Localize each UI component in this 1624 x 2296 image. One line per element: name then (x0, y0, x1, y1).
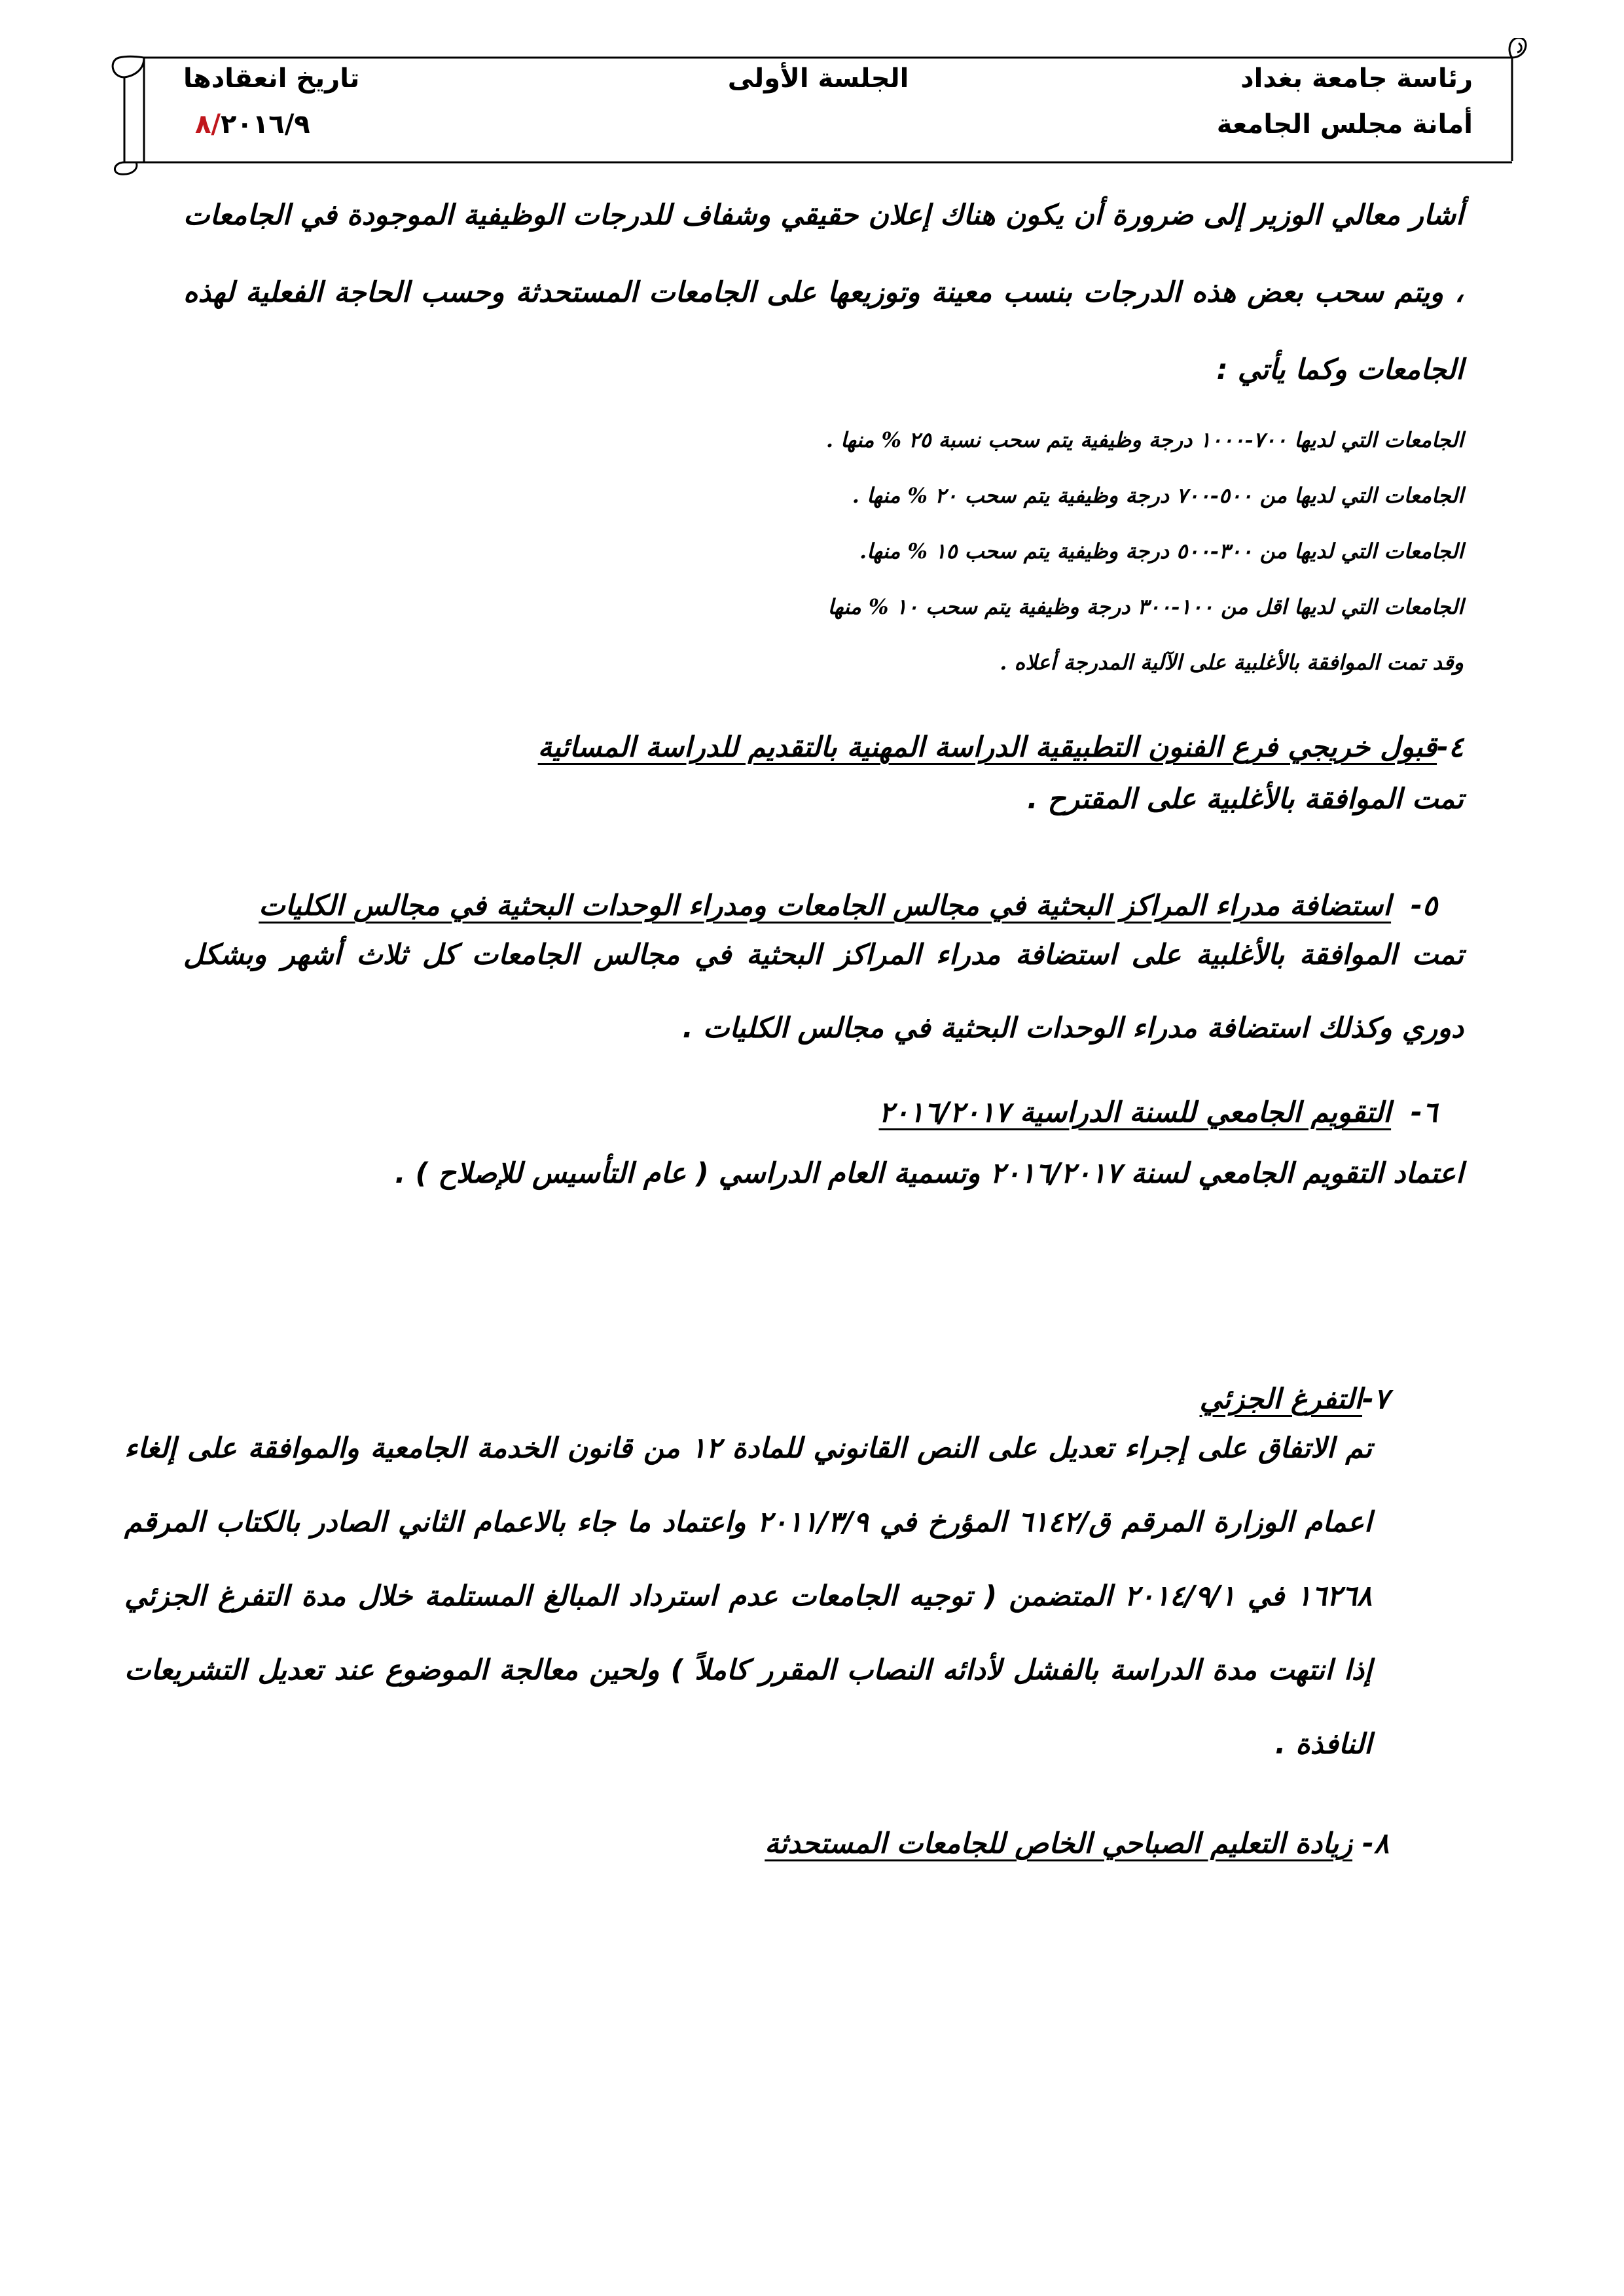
section-title: التفرغ الجزئي (1199, 1383, 1363, 1416)
list-item: الجامعات التي لديها ٧٠٠-١٠٠٠ درجة وظيفية يتم سحب نسبة ٢٥ % منها . (825, 427, 1464, 452)
section-body: تمت الموافقة بالأغلبية على المقترح . (1027, 783, 1464, 816)
list-item: وقد تمت الموافقة بالأغلبية على الآلية المدرجة أعلاه . (1000, 650, 1464, 675)
section-heading (183, 1383, 1389, 1416)
document-header (105, 38, 1532, 175)
section-6 (183, 1096, 1464, 1193)
section-title: التقويم الجامعي للسنة الدراسية ٢٠١٦/٢٠١٧ (878, 1096, 1392, 1129)
intro-paragraph: أشار معالي الوزير إلى ضرورة أن يكون هناك إعلان حقيقي وشفاف للدرجات الوظيفية الموجودة في الجامعات ، ويتم سحب بعض هذه الدرجات بنسب معينة وتوزيعها على الجامعات المستحدثة وحسب الحاجة الفعلية لهذه الجامعات وكما يأتي : (183, 199, 1464, 386)
organization-name: رئاسة جامعة بغداد (1240, 63, 1473, 94)
section-heading (183, 731, 1464, 764)
section-5 (183, 889, 1464, 1065)
section-title: زيادة التعليم الصباحي الخاص للجامعات المستحدثة (765, 1827, 1353, 1860)
date-label: تاريخ انعقادها (183, 63, 360, 94)
department-name: أمانة مجلس الجامعة (1216, 109, 1473, 139)
section-body: تم الاتفاق على إجراء تعديل على النص القانوني للمادة ١٢ من قانون الخدمة الجامعية والموافقة على إلغاء اعمام الوزارة المرقم ق/٦١٤٢ المؤرخ في ٢٠١١/٣/٩ واعتماد ما جاء بالاعمام الثاني الصادر بالكتاب المرقم ١٦٢٦٨ في ٢٠١٤/٩/١ المتضمن ( توجيه الجامعات عدم استرداد المبالغ المستلمة خلال مدة التفرغ الجزئي إذا انتهت مدة الدراسة بالفشل لأدائه النصاب المقرر كاملاً ) ولحين معالجة الموضوع عند تعديل التشريعات النافذة . (124, 1432, 1372, 1761)
scroll-banner-icon (105, 38, 1532, 175)
section-body: اعتماد التقويم الجامعي لسنة ٢٠١٦/٢٠١٧ وتسمية العام الدراسي ( عام التأسيس للإصلاح ) . (395, 1157, 1464, 1190)
section-number: ٥- (1411, 889, 1437, 922)
section-number: ٦- (1411, 1096, 1437, 1129)
session-title: الجلسة الأولى (727, 63, 909, 94)
list-item: الجامعات التي لديها من ٣٠٠-٥٠٠ درجة وظيفية يتم سحب ١٥ % منها. (859, 539, 1464, 564)
section-4 (183, 731, 1464, 819)
section-8 (183, 1827, 1389, 1860)
document-body (124, 177, 1464, 1860)
section-number: ٤- (1437, 731, 1464, 764)
section-number: ٨- (1362, 1827, 1389, 1860)
section-title: قبول خريجي فرع الفنون التطبيقية الدراسة المهنية بالتقديم للدراسة المسائية (537, 731, 1437, 764)
section-number: ٧- (1362, 1383, 1389, 1416)
list-item: الجامعات التي لديها اقل من ١٠٠-٣٠٠ درجة وظيفية يتم سحب ١٠ % منها (827, 594, 1464, 619)
list-item: الجامعات التي لديها من ٥٠٠-٧٠٠ درجة وظيفية يتم سحب ٢٠ % منها . (852, 483, 1464, 508)
meeting-date (195, 111, 310, 137)
section-title: استضافة مدراء المراكز البحثية في مجالس الجامعات ومدراء الوحدات البحثية في مجالس الكليات (259, 889, 1392, 922)
meeting-date-day: ٨/ (195, 109, 221, 139)
section-heading (183, 1827, 1389, 1860)
section-7 (124, 1383, 1389, 1782)
withdrawal-rules-list (183, 412, 1464, 691)
section-heading (183, 889, 1437, 922)
section-body: تمت الموافقة بالأغلبية على استضافة مدراء المراكز البحثية في مجالس الجامعات كل ثلاث أشهر وبشكل دوري وكذلك استضافة مدراء الوحدات البحثية في مجالس الكليات . (183, 939, 1464, 1045)
meeting-date-rest: ٢٠١٦/٩ (221, 109, 310, 139)
section-heading (183, 1096, 1437, 1129)
